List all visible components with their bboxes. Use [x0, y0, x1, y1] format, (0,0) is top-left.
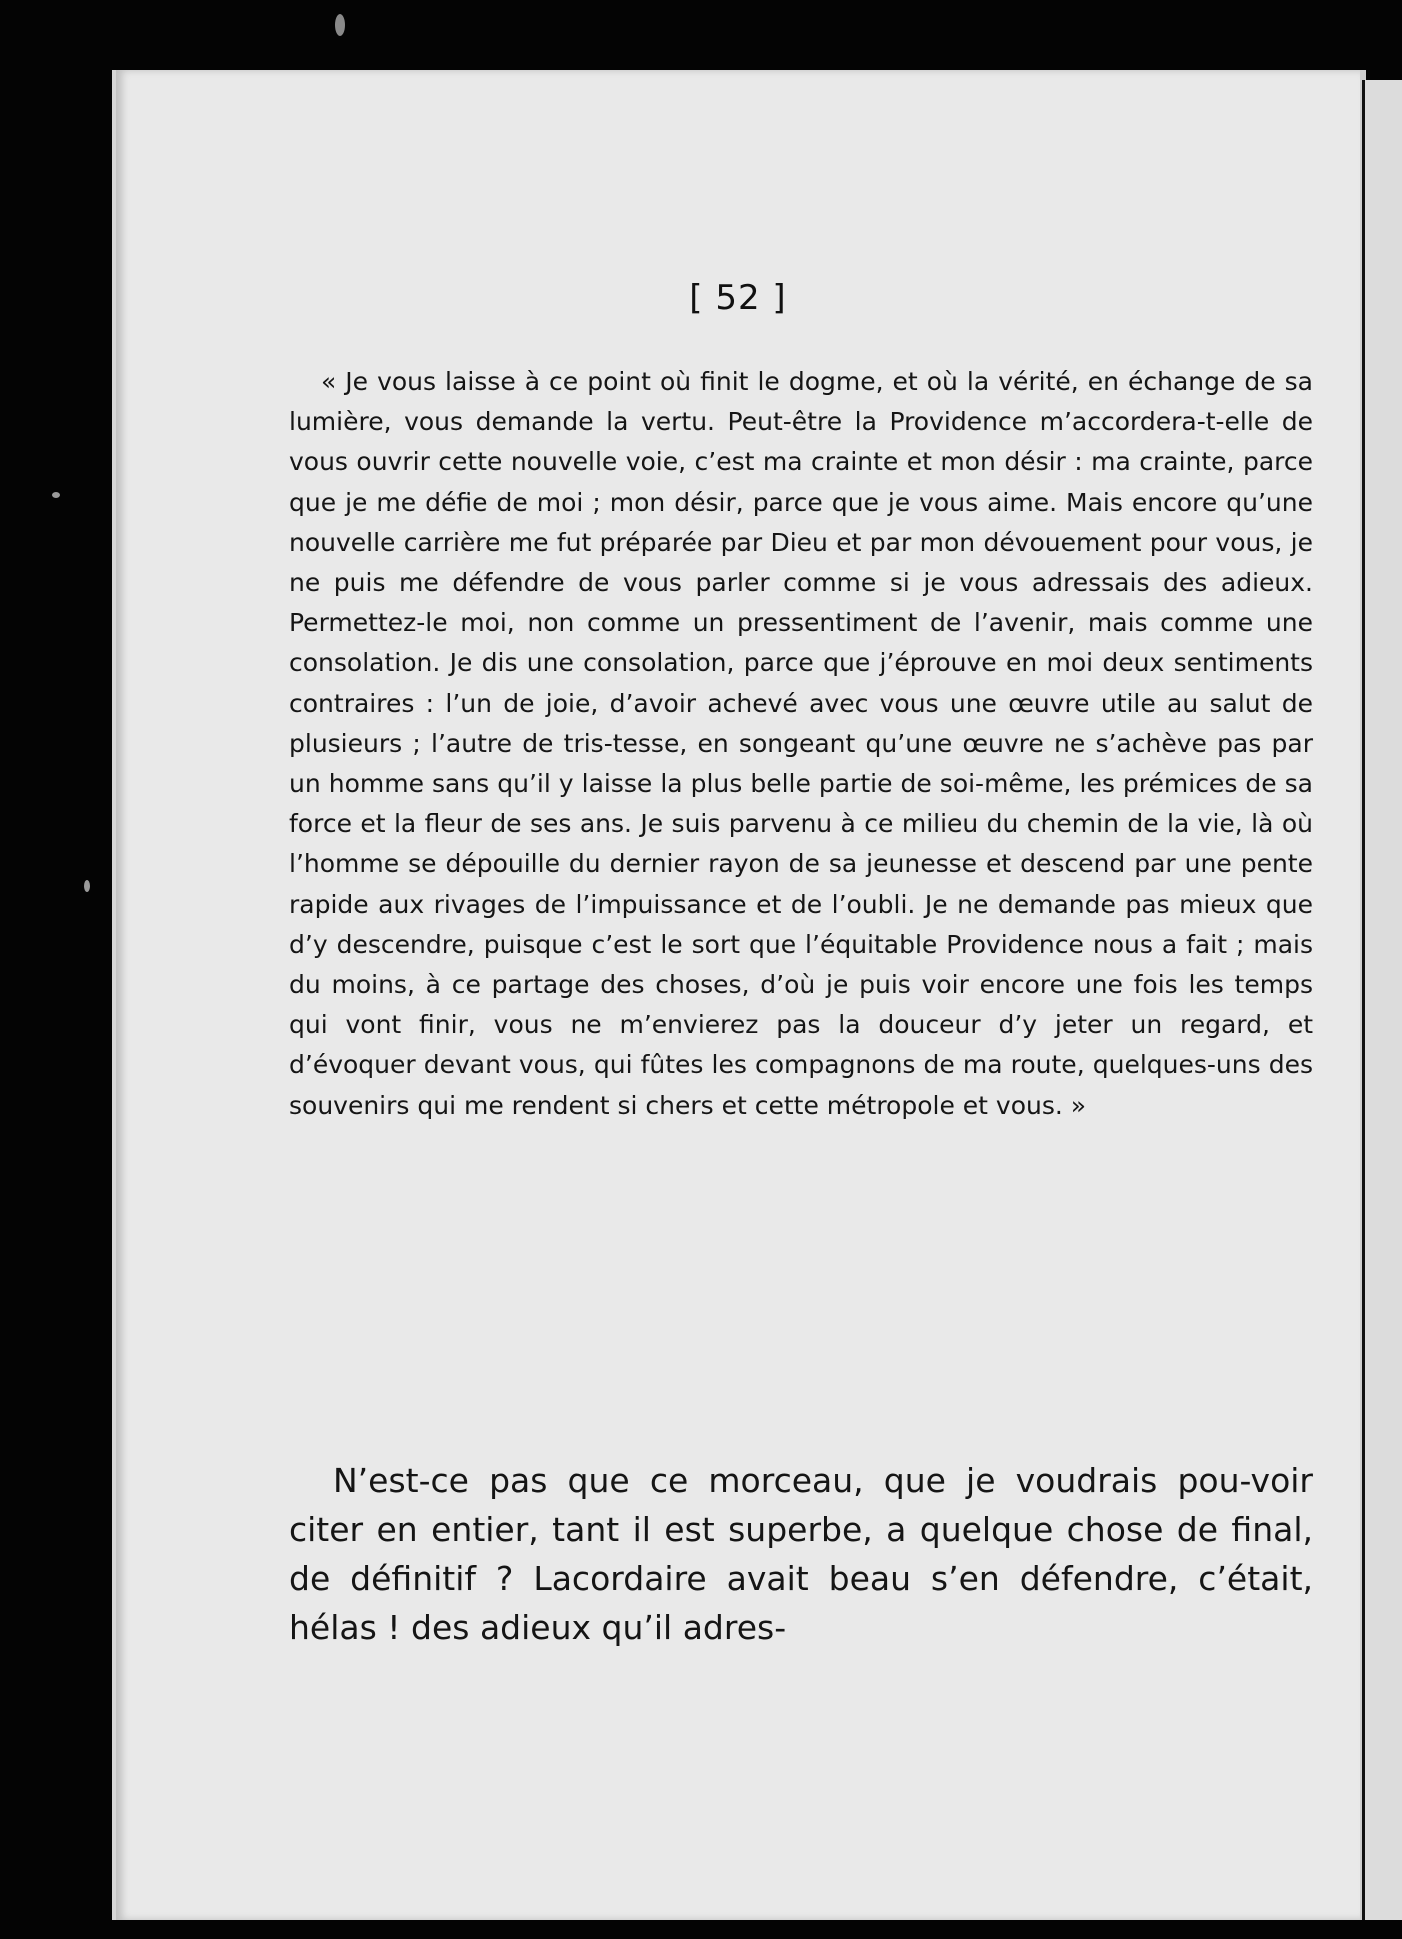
adjacent-page-edge: [1362, 80, 1402, 1920]
book-page: [112, 70, 1366, 1920]
scan-artifact: [84, 880, 90, 892]
page-number: [ 52 ]: [689, 278, 787, 318]
quoted-passage: « Je vous laisse à ce point où finit le dogme, et où la vérité, en échange de sa lumière, vous demande la vertu. Peut-être la Providence m’accordera-t-elle de vous ouvrir cette nouvelle voie, c’est ma crainte et mon désir : ma crainte, parce que je me défie de moi ; mon désir, parce que je vous aime. Mais encore qu’une nouvelle carrière me fut préparée par Dieu et par mon dévouement pour vous, je ne puis me défendre de vous parler comme si je vous adressais des adieux. Permettez-le moi, non comme un pressentiment de l’avenir, mais comme une consolation. Je dis une consolation, parce que j’éprouve en moi deux sentiments contraires : l’un de joie, d’avoir achevé avec vous une œuvre utile au salut de plusieurs ; l’autre de tris-tesse, en songeant qu’une œuvre ne s’achève pas par un homme sans qu’il y laisse la plus belle partie de soi-même, les prémices de sa force et la fleur de ses ans. Je suis parvenu à ce milieu du chemin de la vie, là où l’homme se dépouille du dernier rayon de sa jeunesse et descend par une pente rapide aux rivages de l’impuissance et de l’oubli. Je ne demande pas mieux que d’y descendre, puisque c’est le sort que l’équitable Providence nous a fait ; mais du moins, à ce partage des choses, d’où je puis voir encore une fois les temps qui vont finir, vous ne m’envierez pas la douceur d’y jeter un regard, et d’évoquer devant vous, qui fûtes les compagnons de ma route, quelques-uns des souvenirs qui me rendent si chers et cette métropole et vous. »: [289, 367, 1313, 1120]
scan-artifact: [52, 492, 60, 498]
body-paragraph: N’est-ce pas que ce morceau, que je voudrais pou-voir citer en entier, tant il est superbe, a quelque chose de final, de définitif ? Lacordaire avait beau s’en défendre, c’était, hélas ! des adieux qu’il adres-: [289, 1461, 1313, 1647]
scan-artifact: [335, 14, 345, 36]
